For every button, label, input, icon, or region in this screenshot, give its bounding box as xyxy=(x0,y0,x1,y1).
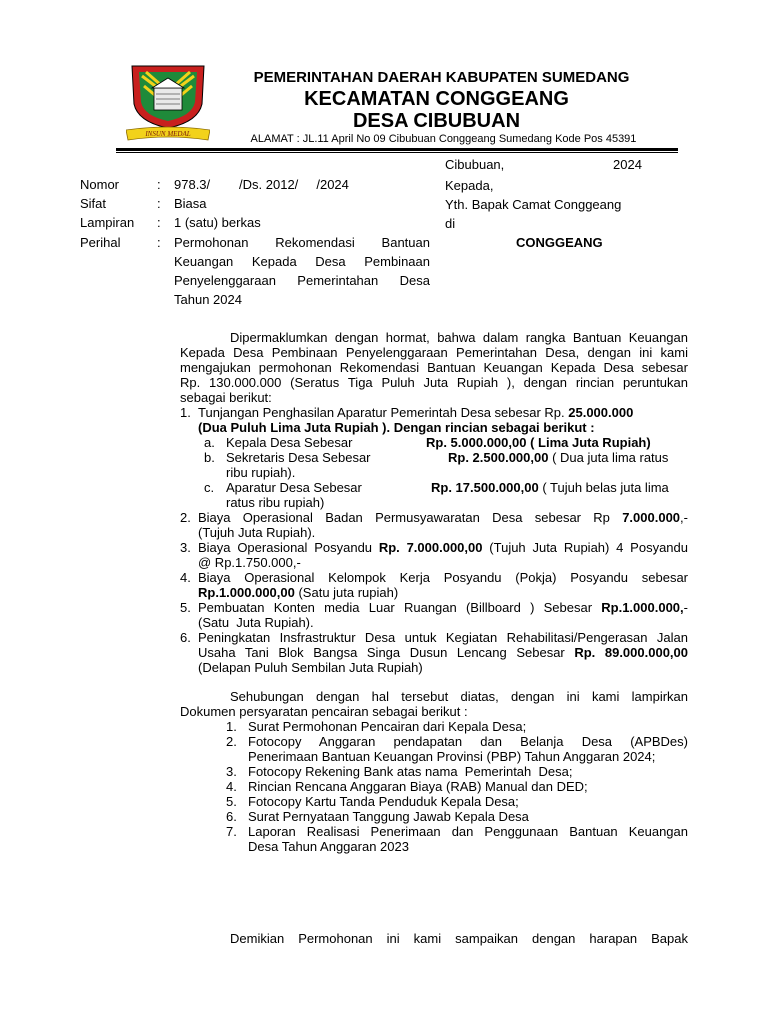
lampiran-label: Lampiran xyxy=(80,215,135,230)
item-4-line: Rp.1.000.000,00 (Satu juta rupiah) xyxy=(198,585,399,600)
sub-c-cont: ratus ribu rupiah) xyxy=(226,495,325,510)
doc-item: Rincian Rencana Anggaran Biaya (RAB) Manual dan DED; xyxy=(248,779,588,794)
item-5-line: Pembuatan Konten media Luar Ruangan (Billboard ) Sebesar Rp.1.000.000,- xyxy=(198,600,688,615)
recipient-destination: CONGGEANG xyxy=(516,235,603,250)
doc-item: Fotocopy Rekening Bank atas nama Pemerintah Desa; xyxy=(248,764,573,779)
closing-line: Demikian Permohonan ini kami sampaikan dengan harapan Bapak xyxy=(230,931,688,946)
doc-number: 5. xyxy=(226,794,237,809)
item-2-line: (Tujuh Juta Rupiah). xyxy=(198,525,316,540)
sub-a-amount: Rp. 5.000.000,00 ( Lima Juta Rupiah) xyxy=(426,435,651,450)
item-1-line: Tunjangan Penghasilan Aparatur Pemerintah Desa sebesar Rp. 25.000.000 xyxy=(198,405,634,420)
item-6-line: Peningkatan Insfrastruktur Desa untuk Kegiatan Rehabilitasi/Pengerasan Jalan xyxy=(198,630,688,645)
attachment-intro-line: Sehubungan dengan hal tersebut diatas, dengan ini kami lampirkan xyxy=(230,689,688,704)
sub-b-cont: ribu rupiah). xyxy=(226,465,296,480)
sub-letter: c. xyxy=(204,480,215,495)
item-4-line: Biaya Operasional Kelompok Kerja Posyandu (Pokja) Posyandu sebesar xyxy=(198,570,688,585)
item-2-line: Biaya Operasional Badan Permusyawaratan Desa sebesar Rp 7.000.000,- xyxy=(198,510,688,525)
intro-line: sebagai berikut: xyxy=(180,390,272,405)
doc-number: 7. xyxy=(226,824,237,839)
item-1-line: (Dua Puluh Lima Juta Rupiah ). Dengan rincian sebagai berikut : xyxy=(198,420,595,435)
intro-line: Kepada Desa Pembinaan Penyelenggaraan Pemerintahan Desa, dengan ini kami xyxy=(180,345,688,360)
sub-letter: b. xyxy=(204,450,215,465)
item-number: 5. xyxy=(180,600,191,615)
item-number: 2. xyxy=(180,510,191,525)
doc-item: Laporan Realisasi Penerimaan dan Penggunaan Bantuan Keuangan xyxy=(248,824,688,839)
item-number: 1. xyxy=(180,405,191,420)
header-rule-thin xyxy=(116,152,678,153)
logo-banner-text: INSUN MEDAL xyxy=(145,130,191,138)
doc-item: Fotocopy Anggaran pendapatan dan Belanja Desa (APBDes) xyxy=(248,734,688,749)
sub-b-amount: Rp. 2.500.000,00 ( Dua juta lima ratus xyxy=(448,450,669,465)
letter-year: 2024 xyxy=(613,157,642,172)
letterhead-address: ALAMAT : JL.11 April No 09 Cibubuan Conggeang Sumedang Kode Pos 45391 xyxy=(250,133,637,145)
header-rule-thick xyxy=(116,148,678,151)
intro-line: Dipermaklumkan dengan hormat, bahwa dalam rangka Bantuan Keuangan xyxy=(230,330,688,345)
perihal-sep: : xyxy=(157,235,161,250)
village-emblem-logo xyxy=(126,64,210,144)
sub-a-label: Kepala Desa Sebesar xyxy=(226,435,353,450)
recipient-name: Yth. Bapak Camat Conggeang xyxy=(445,197,622,212)
doc-number: 1. xyxy=(226,719,237,734)
sifat-label: Sifat xyxy=(80,196,107,211)
attachment-intro-line: Dokumen persyaratan pencairan sebagai berikut : xyxy=(180,704,468,719)
doc-item: Surat Pernyataan Tanggung Jawab Kepala Desa xyxy=(248,809,529,824)
intro-line: mengajukan permohonan Rekomendasi Bantuan Keuangan Kepada Desa sebesar xyxy=(180,360,688,375)
lampiran-sep: : xyxy=(157,215,161,230)
recipient-di: di xyxy=(445,216,456,231)
perihal-line: Permohonan Rekomendasi Bantuan xyxy=(174,235,430,250)
lampiran-value: 1 (satu) berkas xyxy=(174,215,261,230)
item-3-line: @ Rp.1.750.000,- xyxy=(198,555,301,570)
perihal-label: Perihal xyxy=(80,235,121,250)
item-5-line: (Satu Juta Rupiah). xyxy=(198,615,314,630)
recipient-kepada: Kepada, xyxy=(445,178,494,193)
perihal-line: Keuangan Kepada Desa Pembinaan xyxy=(174,254,430,269)
nomor-label: Nomor xyxy=(80,177,120,192)
item-number: 6. xyxy=(180,630,191,645)
item-6-line: (Delapan Puluh Sembilan Juta Rupiah) xyxy=(198,660,423,675)
doc-item: Penerimaan Bantuan Keuangan Provinsi (PBP) Tahun Anggaran 2024; xyxy=(248,749,656,764)
nomor-value: 978.3/ /Ds. 2012/ /2024 xyxy=(174,177,349,192)
letterhead-government: PEMERINTAHAN DAERAH KABUPATEN SUMEDANG xyxy=(253,69,630,86)
nomor-sep: : xyxy=(157,177,161,192)
sub-c-amount: Rp. 17.500.000,00 ( Tujuh belas juta lima xyxy=(431,480,669,495)
letterhead-village: DESA CIBUBUAN xyxy=(352,110,521,132)
doc-item: Fotocopy Kartu Tanda Penduduk Kepala Desa; xyxy=(248,794,519,809)
letterhead-district: KECAMATAN CONGGEANG xyxy=(304,88,569,110)
perihal-line: Tahun 2024 xyxy=(174,292,242,307)
perihal-line: Penyelenggaraan Pemerintahan Desa xyxy=(174,273,430,288)
doc-item: Surat Permohonan Pencairan dari Kepala Desa; xyxy=(248,719,527,734)
item-6-line: Usaha Tani Blok Bangsa Singa Dusun Lencang Sebesar Rp. 89.000.000,00 xyxy=(198,645,688,660)
doc-number: 4. xyxy=(226,779,237,794)
doc-number: 3. xyxy=(226,764,237,779)
letter-place: Cibubuan, xyxy=(445,157,505,172)
item-number: 4. xyxy=(180,570,191,585)
sifat-value: Biasa xyxy=(174,196,207,211)
doc-item: Desa Tahun Anggaran 2023 xyxy=(248,839,409,854)
sub-c-label: Aparatur Desa Sebesar xyxy=(226,480,362,495)
doc-number: 2. xyxy=(226,734,237,749)
doc-number: 6. xyxy=(226,809,237,824)
sub-b-label: Sekretaris Desa Sebesar xyxy=(226,450,371,465)
item-3-line: Biaya Operasional Posyandu Rp. 7.000.000,00 (Tujuh Juta Rupiah) 4 Posyandu xyxy=(198,540,689,555)
sub-letter: a. xyxy=(204,435,215,450)
intro-line: Rp. 130.000.000 (Seratus Tiga Puluh Juta Rupiah ), dengan rincian peruntukan xyxy=(180,375,688,390)
item-number: 3. xyxy=(180,540,191,555)
sifat-sep: : xyxy=(157,196,161,211)
